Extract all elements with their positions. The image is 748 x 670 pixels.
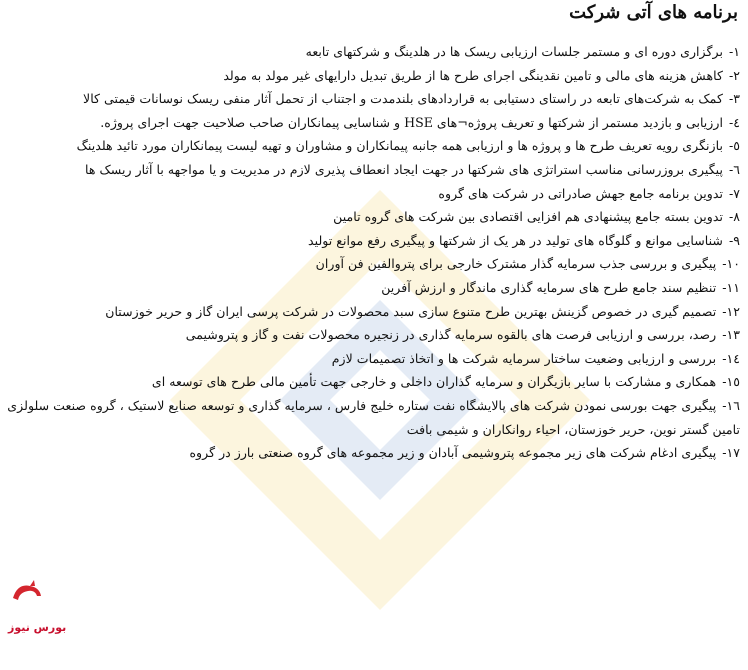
list-item-text: کمک به شرکت‌های تابعه در راستای دستیابی به قراردادهای بلندمدت و اجتناب از تحمل آثار منفی ریسک نوسانات قیمتی کالا (83, 91, 723, 107)
plan-list (6, 40, 740, 465)
list-item-number: ٤- (728, 114, 740, 130)
list-item-text: تصمیم گیری در خصوص گزینش بهترین طرح متنوع سازی سبد محصولات در شرکت پرسی ایران گاز و حریر خوزستان (105, 303, 717, 319)
list-item-number: ۱۱- (722, 279, 740, 295)
list-item-text: شناسایی موانع و گلوگاه های تولید در هر یک از شرکتها و پیگیری رفع موانع تولید (308, 232, 723, 248)
list-item-text: بررسی و ارزیابی وضعیت ساختار سرمایه شرکت ها و اتخاذ تصمیمات لازم (331, 350, 717, 366)
list-item-number: ۱٥- (722, 374, 740, 390)
list-item (6, 347, 740, 371)
list-item (6, 394, 740, 441)
list-item-text: پیگیری و بررسی جذب سرمایه گذار مشترک خارجی برای پتروالفین فن آوران (315, 256, 717, 272)
list-item-number: ۸- (728, 209, 740, 225)
list-item-text: برگزاری دوره ای و مستمر جلسات ارزیابی ریسک ها در هلدینگ و شرکتهای تابعه (305, 44, 723, 59)
list-item-number: ۱۷- (722, 445, 740, 461)
list-item (6, 40, 740, 64)
list-item (6, 134, 740, 158)
list-item-number: ٦- (728, 161, 740, 177)
list-item (6, 252, 740, 276)
list-item-number: ۹- (728, 232, 740, 248)
list-item (6, 323, 740, 347)
list-item-text: رصد، بررسی و ارزیابی فرصت های بالقوه سرمایه گذاری در زنجیره محصولات نفت و گاز و پتروشیمی (185, 327, 717, 343)
brand-label: بورس نیوز (8, 621, 67, 634)
list-item (6, 229, 740, 253)
list-item-text: بازنگری رویه تعریف طرح ها و پروژه ها و ارزیابی همه جانبه پیمانکاران و مشاوران و تهیه لیست پیمانکاران مورد تائید هلدینگ (76, 138, 723, 154)
page-title: برنامه های آتی شرکت (569, 2, 738, 23)
list-item-text: تنظیم سند جامع طرح های سرمایه گذاری ماندگار و ارزش آفرین (381, 279, 717, 295)
list-item-text: ارزیابی و بازدید مستمر از شرکتها و تعریف پروژه¬های HSE و شناسایی پیمانکاران صاحب صلاحیت جهت اجرای پروژه. (100, 114, 723, 130)
list-item-text: کاهش هزینه های مالی و تامین نقدینگی اجرای طرح ها از طریق تبدیل دارایهای غیر مولد به مولد (223, 67, 723, 83)
list-item-number: ۷- (728, 185, 740, 201)
list-item (6, 276, 740, 300)
list-item-text: پیگیری ادغام شرکت های زیر مجموعه پتروشیمی آبادان و زیر مجموعه های گروه صنعتی بارز در گروه (189, 445, 717, 461)
list-item (6, 182, 740, 206)
list-item-number: ۱۰- (722, 256, 740, 272)
list-item-text: همکاری و مشارکت با سایر بازیگران و سرمایه گذاران داخلی و خارجی جهت تأمین مالی طرح های توسعه ای (151, 374, 717, 390)
list-item-number: ۲- (728, 67, 740, 83)
list-item-number: ۱٤- (722, 350, 740, 366)
list-item (6, 370, 740, 394)
list-item-text: پیگیری بروزرسانی مناسب استراتژی های شرکتها در جهت ایجاد انعطاف پذیری لازم در مدیریت و یا مواجهه با آثار ریسک ها (85, 161, 723, 177)
list-item-number: ۱۳- (722, 327, 740, 343)
list-item-number: ۱- (728, 44, 740, 59)
list-item (6, 87, 740, 111)
list-item-number: ۱۲- (722, 303, 740, 319)
list-item-text: تدوین برنامه جامع جهش صادراتی در شرکت های گروه (438, 185, 723, 201)
list-item (6, 111, 740, 135)
list-item (6, 158, 740, 182)
list-item (6, 441, 740, 465)
bull-logo-icon (10, 578, 44, 604)
list-item-number: ۳- (728, 91, 740, 107)
list-item (6, 64, 740, 88)
list-item-text: پیگیری جهت بورسی نمودن شرکت های پالایشگاه نفت ستاره خلیج فارس ، سرمایه گذاری و توسعه صنایع لاستیک ، گروه صنعت سلولزی تامین گستر نوین، حریر خوزستان، احیاء روانکاران و شیمی بافت (7, 397, 740, 437)
list-item (6, 300, 740, 324)
list-item (6, 205, 740, 229)
list-item-number: ۱٦- (722, 397, 740, 413)
list-item-text: تدوین بسته جامع پیشنهادی هم افزایی اقتصادی بین شرکت های گروه تامین (333, 209, 723, 225)
list-item-number: ٥- (728, 138, 740, 154)
